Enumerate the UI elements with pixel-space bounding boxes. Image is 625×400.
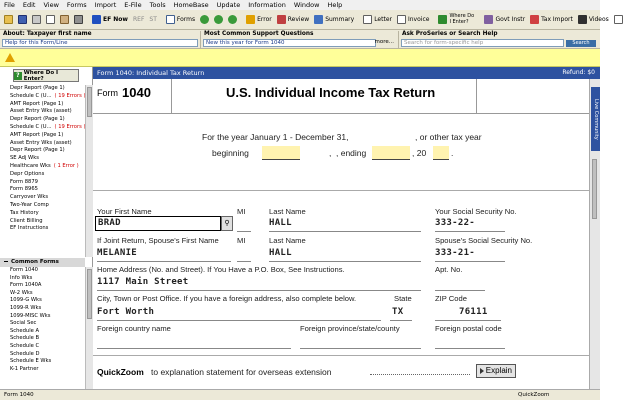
common-form-item[interactable]: Social Sec (10, 320, 37, 327)
letter-icon (363, 15, 372, 24)
state-label: State (394, 294, 412, 303)
summary-label: Summary (325, 16, 355, 23)
calculator-button[interactable] (72, 12, 85, 28)
import-icon (530, 15, 539, 24)
summary-icon (314, 15, 323, 24)
form-list-item-errors: ( 19 Errors ) (54, 123, 86, 130)
form-list-item-name: Depr Report (Page 1) (10, 85, 65, 91)
support-title: Most Common Support Questions (204, 31, 314, 37)
form-list-item-name: Carryover Wks (10, 194, 49, 201)
govt-instr-label: Govt Instr (495, 16, 526, 23)
where-do-i-enter-panel-button[interactable] (13, 69, 79, 82)
common-form-item[interactable]: Schedule C (10, 342, 40, 349)
common-form-item[interactable]: Schedule E Wks (10, 358, 52, 365)
ref-button[interactable] (131, 12, 146, 28)
city-underline (97, 320, 381, 321)
spouse-first-name-value[interactable]: MELANIE (97, 248, 138, 258)
last-name-value[interactable]: HALL (269, 218, 292, 228)
address-value[interactable]: 1117 Main Street (97, 277, 189, 287)
state-underline (390, 320, 412, 321)
form-list-item[interactable] (0, 179, 85, 187)
first-name-label: Your First Name (97, 207, 152, 216)
ssn-value[interactable]: 333-22- (435, 218, 476, 228)
form-title-bar (93, 67, 600, 79)
form-list-item[interactable] (0, 163, 85, 171)
arrow-right-icon (214, 15, 223, 24)
mail-icon (614, 15, 623, 24)
status-quickzoom: QuickZoom (518, 392, 550, 398)
where-do-i-enter-label: Where Do I Enter? (449, 13, 475, 25)
help-bar (0, 30, 600, 49)
address-label: Home Address (No. and Street). If You Have a P.O. Box, See Instructions. (97, 265, 345, 274)
folder-icon (4, 15, 13, 24)
about-panel (0, 31, 200, 48)
foreign-province-label: Foreign province/state/county (300, 324, 400, 333)
alert-bar (0, 49, 600, 67)
form-main-title: U.S. Individual Income Tax Return (226, 85, 436, 100)
search-button[interactable]: Search (566, 40, 596, 47)
zip-label: ZIP Code (435, 294, 467, 303)
year-line-text: For the year January 1 - December 31, (202, 132, 349, 142)
calculator-icon (74, 15, 83, 24)
ask-panel (398, 31, 600, 48)
form-list-item-name: EF Instructions (10, 225, 49, 232)
copy-button[interactable] (44, 12, 57, 28)
spouse-last-name-label: Last Name (269, 236, 306, 245)
form-list-item[interactable] (0, 85, 85, 93)
scrollbar-thumb[interactable] (87, 87, 92, 117)
spouse-ssn-value[interactable]: 333-21- (435, 248, 476, 258)
error-button[interactable] (244, 12, 274, 28)
other-year-text: , or other tax year (415, 132, 482, 142)
form-list-item-name: Schedule C (U... (10, 123, 52, 130)
videos-label: Videos (588, 16, 609, 23)
review-icon (277, 15, 286, 24)
section-rule (93, 190, 589, 191)
forms-button[interactable] (164, 12, 197, 28)
common-form-item[interactable]: K-1 Partner (10, 365, 39, 372)
spouse-first-name-underline (97, 261, 231, 262)
menu-information[interactable]: Information (248, 1, 286, 9)
form-list-item[interactable] (0, 225, 85, 233)
form-list-item-name: Asset Entry Wks (asset) (10, 108, 72, 115)
scrollbar-thumb[interactable] (592, 159, 597, 219)
quickzoom-label: QuickZoom (97, 367, 144, 377)
ending-year-field[interactable] (433, 146, 449, 160)
invoice-button[interactable] (395, 12, 431, 28)
form-list-item-name: Client Billing (10, 217, 43, 224)
common-form-item[interactable]: Form 1040 (10, 267, 38, 273)
foreign-province-field[interactable] (300, 348, 421, 349)
zip-value[interactable]: 76111 (459, 307, 488, 317)
question-icon (438, 15, 447, 24)
spouse-mi-field[interactable] (237, 261, 251, 262)
back-button[interactable] (198, 12, 211, 28)
mi-label: MI (237, 207, 246, 216)
tax-import-button[interactable] (528, 12, 575, 28)
support-link[interactable]: New this year for Form 1040 (203, 39, 376, 47)
ending-date-field[interactable] (372, 146, 410, 160)
common-forms-list (0, 267, 85, 389)
warning-icon (246, 15, 255, 24)
foreign-postal-label: Foreign postal code (435, 324, 502, 333)
form-list-item-name: AMT Report (Page 1) (10, 100, 64, 107)
form-word: Form (97, 88, 118, 98)
form-list-item[interactable] (0, 93, 85, 101)
menu-forms[interactable]: Forms (66, 1, 87, 9)
where-do-i-enter-panel-label: Where Do I Enter? (23, 69, 59, 82)
govt-instr-button[interactable] (482, 12, 527, 28)
form-list-item[interactable] (0, 171, 85, 179)
beginning-label: beginning (212, 148, 249, 158)
invoice-icon (397, 15, 406, 24)
form-list-item-name: Form 8879 (10, 178, 38, 185)
question-icon: ? (14, 72, 22, 80)
form-list-item-name: SE Adj Wks (10, 155, 39, 162)
last-name-underline (269, 231, 421, 232)
menu-bar (0, 0, 600, 10)
section-rule (93, 355, 589, 356)
common-form-item[interactable]: Schedule D (10, 350, 40, 357)
forms-icon (166, 15, 175, 24)
common-forms-title: Common Forms (11, 259, 59, 265)
spouse-ssn-underline (435, 261, 505, 262)
where-do-i-enter-button[interactable] (436, 12, 477, 28)
invoice-label: Invoice (407, 16, 430, 23)
govt-icon (484, 15, 493, 24)
status-bar (0, 389, 600, 400)
first-name-value: BRAD (98, 218, 121, 228)
letter-label: Letter (374, 16, 392, 23)
form-list-item[interactable] (0, 155, 85, 163)
live-community-tab[interactable]: Live Community (591, 87, 600, 151)
form-list-item-name: Healthcare Wks (10, 162, 51, 169)
menu-window[interactable]: Window (293, 1, 320, 9)
form-list-item-name: Asset Entry Wks (asset) (10, 139, 72, 146)
form-list-item[interactable] (0, 116, 85, 124)
menu-view[interactable]: View (43, 1, 59, 9)
common-form-item[interactable]: W-2 Wks (10, 289, 33, 296)
menu-import[interactable]: Import (94, 1, 117, 9)
about-title: About: Taxpayer first name (3, 31, 92, 37)
error-label: Error (257, 16, 272, 23)
status-form-name: Form 1040 (4, 392, 34, 398)
form-list-item[interactable] (0, 210, 85, 218)
refund-amount: Refund: $0 (562, 69, 595, 76)
letter-button[interactable] (361, 12, 394, 28)
spouse-ssn-label: Spouse's Social Security No. (435, 236, 533, 245)
summary-button[interactable] (312, 12, 356, 28)
address-underline (97, 290, 421, 291)
form-list-item-name: AMT Report (Page 1) (10, 131, 64, 138)
form-list-item-errors: ( 19 Errors ) (54, 92, 86, 99)
century-text: , 20 (412, 148, 427, 158)
warning-icon (5, 53, 15, 62)
city-label: City, Town or Post Office. If you have a foreign address, also complete below. (97, 294, 357, 303)
open-forms-list (0, 85, 85, 257)
collapse-icon (4, 261, 8, 262)
support-panel (200, 31, 398, 48)
form-list-item[interactable] (0, 108, 85, 116)
review-button[interactable] (275, 12, 311, 28)
last-name-label: Last Name (269, 207, 306, 216)
arrow-left-icon (200, 15, 209, 24)
up-button[interactable] (226, 12, 239, 28)
common-form-item[interactable]: Info Wks (10, 274, 33, 281)
ssn-label: Your Social Security No. (435, 207, 517, 216)
quickzoom-text: to explanation statement for overseas extension (151, 367, 332, 377)
st-label: ST (149, 16, 157, 23)
comma-text: , (329, 148, 332, 158)
form-scrollbar[interactable] (589, 79, 600, 389)
explain-label: Explain (485, 366, 512, 375)
ef-now-button[interactable] (90, 12, 130, 28)
form-list-item-name: Depr Options (10, 170, 45, 177)
forms-list-scrollbar[interactable] (85, 85, 93, 257)
common-form-item[interactable]: 1099-MISC Wks (10, 312, 51, 319)
spouse-last-name-underline (269, 261, 421, 262)
about-link[interactable]: Help for this Form/Line (2, 39, 198, 47)
form-list-item-name: Schedule C (U... (10, 92, 52, 99)
period-text: . (451, 148, 454, 158)
scrollbar-thumb[interactable] (87, 269, 92, 319)
form-list-item-name: Form 8965 (10, 186, 38, 193)
name-lookup-button[interactable] (221, 216, 233, 231)
paste-button[interactable] (58, 12, 71, 28)
menu-help[interactable]: Help (327, 1, 343, 9)
menu-file[interactable]: File (4, 1, 15, 9)
title-rule (93, 113, 589, 114)
ssn-underline (435, 231, 505, 232)
foreign-country-field[interactable] (97, 348, 291, 349)
efile-icon (92, 15, 101, 24)
mail-button[interactable] (612, 12, 625, 28)
menu-edit[interactable]: Edit (22, 1, 36, 9)
printer-icon (32, 15, 41, 24)
forward-button[interactable] (212, 12, 225, 28)
form-list-item-name: Depr Report (Page 1) (10, 147, 65, 154)
form-list-item[interactable] (0, 186, 85, 194)
toolbar (0, 10, 609, 30)
title-divider (476, 79, 477, 113)
form-number-divider (171, 79, 172, 113)
form-list-item-name: Two-Year Comp (10, 201, 49, 208)
print-button[interactable] (30, 12, 43, 28)
beginning-date-field[interactable] (262, 146, 300, 160)
spouse-mi-label: MI (237, 236, 246, 245)
play-icon (480, 368, 484, 374)
form-list-item[interactable] (0, 218, 85, 226)
spouse-first-name-label: If Joint Return, Spouse's First Name (97, 236, 219, 245)
ref-label: REF (132, 16, 145, 23)
review-label: Review (287, 16, 310, 23)
common-form-item[interactable]: Schedule B (10, 335, 40, 342)
spouse-last-name-value[interactable]: HALL (269, 248, 292, 258)
open-button[interactable] (2, 12, 15, 28)
form-list-item-errors: ( 1 Error ) (53, 162, 79, 169)
st-button[interactable] (147, 12, 158, 28)
common-form-item[interactable]: 1099-R Wks (10, 304, 42, 311)
state-value[interactable]: TX (392, 307, 404, 317)
foreign-postal-field[interactable] (435, 348, 505, 349)
paste-icon (60, 15, 69, 24)
common-form-item[interactable]: Schedule A (10, 327, 40, 334)
form-list-item[interactable] (0, 194, 85, 202)
save-button[interactable] (16, 12, 29, 28)
common-form-item[interactable]: Form 1040A (10, 282, 42, 289)
forms-label: Forms (176, 16, 196, 23)
foreign-country-label: Foreign country name (97, 324, 171, 333)
form-title: Form 1040: Individual Tax Return (97, 69, 205, 77)
form-list-item[interactable] (0, 101, 85, 109)
ask-search-input[interactable]: Search for form-specific help (401, 39, 564, 47)
form-list-item[interactable] (0, 147, 85, 155)
form-list-item[interactable] (0, 124, 85, 132)
ending-label: , ending (336, 148, 367, 158)
mi-field[interactable] (237, 231, 251, 232)
form-list-item-name: Depr Report (Page 1) (10, 116, 65, 123)
apt-field[interactable] (435, 290, 485, 291)
form-list-item[interactable] (0, 132, 85, 140)
explain-button[interactable] (476, 364, 516, 378)
form-number: 1040 (122, 85, 151, 100)
save-icon (18, 15, 27, 24)
videos-button[interactable] (576, 12, 611, 28)
common-forms-header[interactable] (0, 258, 85, 267)
city-value[interactable]: Fort Worth (97, 307, 155, 317)
menu-update[interactable]: Update (216, 1, 241, 9)
dotted-leader (370, 374, 470, 375)
tax-import-label: Tax Import (541, 16, 573, 23)
zip-underline (435, 320, 501, 321)
form-list-item-name: Tax History (10, 209, 39, 216)
ask-title: Ask ProSeries or Search Help (402, 31, 498, 37)
common-forms-scrollbar[interactable] (85, 267, 93, 389)
menu-tools[interactable]: Tools (149, 1, 166, 9)
form-list-item[interactable] (0, 202, 85, 210)
support-more-link[interactable]: more... (374, 39, 394, 45)
common-form-item[interactable]: 1099-G Wks (10, 297, 42, 304)
first-name-field[interactable] (95, 216, 221, 231)
form-document (93, 79, 589, 389)
forms-sidebar (0, 67, 93, 389)
arrow-up-icon (228, 15, 237, 24)
apt-label: Apt. No. (435, 265, 463, 274)
copy-icon (46, 15, 55, 24)
menu-homebase[interactable]: HomeBase (173, 1, 209, 9)
form-list-item[interactable] (0, 140, 85, 148)
video-icon (578, 15, 587, 24)
magnifier-icon: ⚲ (224, 219, 230, 227)
ef-now-label: EF Now (103, 16, 128, 23)
menu-efile[interactable]: E-File (124, 1, 142, 9)
